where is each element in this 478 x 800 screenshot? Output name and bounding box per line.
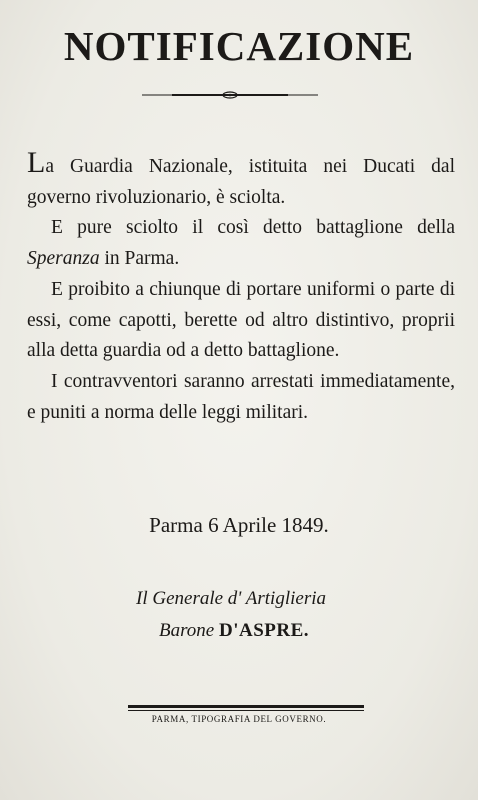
signature-name: D'ASPRE.	[218, 620, 310, 641]
notice-body	[27, 146, 455, 428]
paragraph-battalion	[27, 213, 455, 274]
footer-rule-thin	[128, 710, 364, 711]
paragraph-penalty: I contravventori saranno arrestati immediatamente, e puniti a norma delle leggi militari.	[27, 370, 455, 423]
signature-name-line	[159, 620, 309, 642]
date-line: Parma 6 Aprile 1849.	[149, 513, 329, 537]
footer-rule-thick	[128, 705, 364, 708]
drop-cap: L	[27, 146, 46, 179]
signature-title: Barone	[159, 620, 215, 641]
signature-rank: Il Generale d' Artiglieria	[136, 588, 326, 609]
printer-imprint: PARMA, TIPOGRAFIA DEL GOVERNO.	[151, 714, 327, 724]
paragraph-2-italic: Speranza	[27, 248, 100, 270]
paragraph-2-tail: in Parma.	[99, 248, 180, 270]
paragraph-uniforms: E proibito a chiunque di portare uniformi o parte di essi, come capotti, berette od altro distintivo, proprii alla detta guardia od a detto battaglione.	[27, 278, 455, 362]
notice-title: NOTIFICAZIONE	[63, 23, 415, 69]
ornament-rule	[142, 90, 318, 100]
paragraph-2-lead: E pure sciolto il così detto battaglione della	[51, 217, 455, 239]
paragraph-1-text: a Guardia Nazionale, istituita nei Ducati dal governo rivoluzionario, è sciolta.	[27, 156, 455, 208]
paragraph-dissolution	[27, 146, 455, 213]
